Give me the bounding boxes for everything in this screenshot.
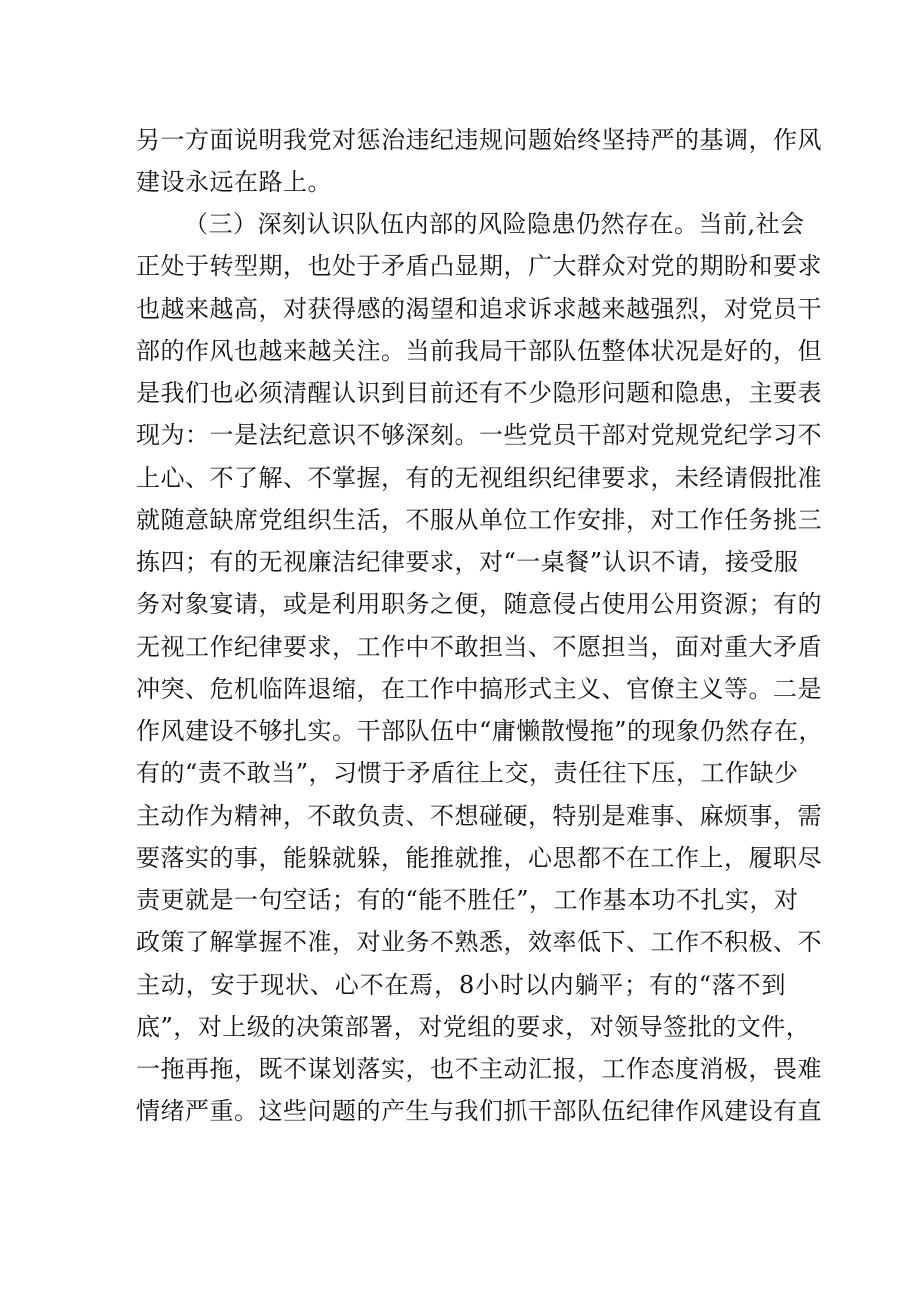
text-line-9: 上心、不了解、不掌握，有的无视组织纪律要求，未经请假批准 [136, 464, 822, 492]
text-line-19: 责更就是一句空话；有的“能不胜任”，工作基本功不扎实，对 [136, 886, 799, 914]
text-line-20: 政策了解掌握不准，对业务不熟悉，效率低下、工作不积极、不 [136, 928, 822, 956]
text-line-21: 主动，安于现状、心不在焉，8小时以内躺平；有的“落不到 [136, 971, 786, 999]
text-line-13: 无视工作纪律要求，工作中不敢担当、不愿担当，面对重大矛盾 [136, 633, 822, 661]
text-line-10: 就随意缺席党组织生活，不服从单位工作安排，对工作任务挑三 [136, 506, 822, 534]
text-line-24: 情绪严重。这些问题的产生与我们抓干部队伍纪律作风建设有直 [136, 1097, 822, 1125]
text-line-4: 正处于转型期，也处于矛盾凸显期，广大群众对党的期盼和要求 [136, 252, 822, 280]
text-line-23: 一拖再拖，既不谋划落实，也不主动汇报，工作态度消极，畏难 [136, 1055, 822, 1083]
text-line-18: 要落实的事，能躲就躲，能推就推，心思都不在工作上，履职尽 [136, 844, 822, 872]
text-line-15: 作风建设不够扎实。干部队伍中“庸懒散慢拖”的现象仍然存在， [136, 717, 824, 745]
text-line-8: 现为：一是法纪意识不够深刻。一些党员干部对党规党纪学习不 [136, 421, 822, 449]
text-line-22: 底”，对上级的决策部署，对党组的要求，对领导签批的文件， [136, 1013, 811, 1041]
text-line-6: 部的作风也越来越关注。当前我局干部队伍整体状况是好的，但 [136, 337, 822, 365]
text-line-12: 务对象宴请，或是利用职务之便，随意侵占使用公用资源；有的 [136, 590, 822, 618]
text-line-17: 主动作为精神，不敢负责、不想碰硬，特别是难事、麻烦事，需 [136, 802, 822, 830]
text-line-2: 建设永远在路上。 [136, 168, 332, 196]
text-line-1: 另一方面说明我党对惩治违纪违规问题始终坚持严的基调，作风 [136, 126, 822, 154]
text-line-16: 有的“责不敢当”，习惯于矛盾往上交，责任往下压，工作缺少 [136, 759, 799, 787]
text-line-5: 也越来越高，对获得感的渴望和追求诉求越来越强烈，对党员干 [136, 295, 822, 323]
text-line-7: 是我们也必须清醒认识到目前还有不少隐形问题和隐患，主要表 [136, 379, 822, 407]
text-line-11: 拣四；有的无视廉洁纪律要求，对“一桌餐”认识不请，接受服 [136, 548, 799, 576]
section-heading-line: （三）深刻认识队伍内部的风险隐患仍然存在。当前,社会 [184, 210, 805, 238]
text-line-14: 冲突、危机临阵退缩，在工作中搞形式主义、官僚主义等。二是 [136, 675, 822, 703]
